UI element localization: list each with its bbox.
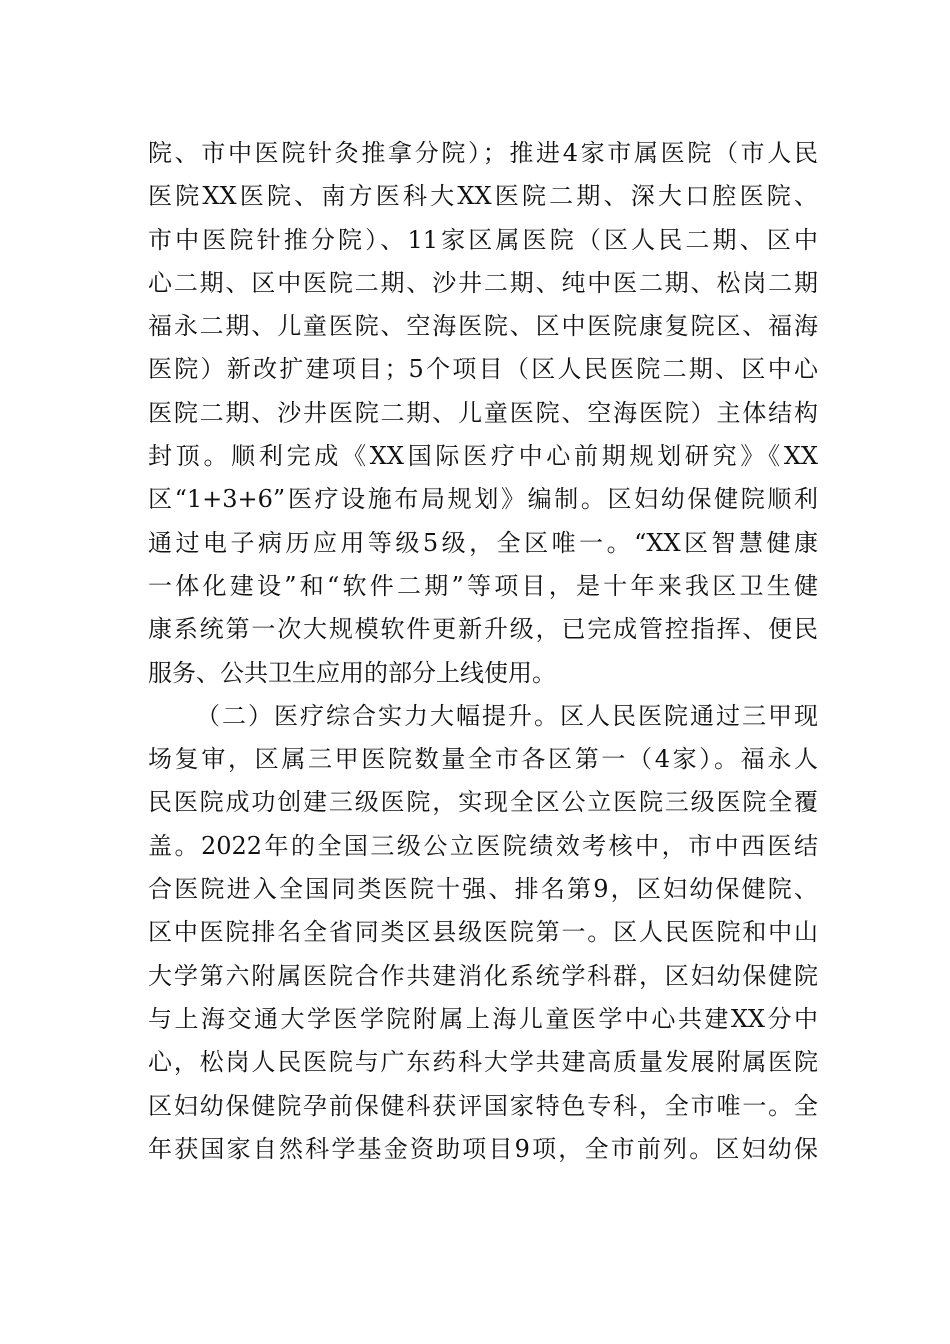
paragraph-1 — [148, 132, 818, 695]
text-line: 通过电子病历应用等级5级，全区唯一。“XX区智慧健康 — [148, 528, 818, 557]
text-line: 合医院进入全国同类医院十强、排名第9，区妇幼保健院、 — [148, 875, 818, 904]
text-line: 院、市中医院针灸推拿分院）；推进4家市属医院（市人民 — [148, 139, 818, 167]
text-line: 医院）新改扩建项目；5个项目（区人民医院二期、区中心 — [148, 355, 818, 384]
text-line: 封顶。顺利完成《XX国际医疗中心前期规划研究》《XX — [148, 442, 818, 471]
text-line: 区妇幼保健院孕前保健科获评国家特色专科，全市唯一。全 — [148, 1091, 818, 1120]
text-line: 康系统第一次大规模软件更新升级，已完成管控指挥、便民 — [148, 615, 818, 644]
document-body — [148, 132, 818, 1171]
text-line: 大学第六附属医院合作共建消化系统学科群，区妇幼保健院 — [148, 961, 818, 990]
text-line: 市中医院针推分院）、11家区属医院（区人民二期、区中 — [148, 225, 818, 254]
text-line: 服务、公共卫生应用的部分上线使用。 — [148, 658, 556, 687]
text-line: 医院二期、沙井医院二期、儿童医院、空海医院）主体结构 — [148, 398, 818, 427]
text-line: 年获国家自然科学基金资助项目9项，全市前列。区妇幼保 — [148, 1134, 818, 1163]
text-line: 福永二期、儿童医院、空海医院、区中医院康复院区、福海 — [148, 312, 818, 341]
text-line: 心，松岗人民医院与广东药科大学共建高质量发展附属医院 — [148, 1048, 818, 1077]
text-line: 与上海交通大学医学院附属上海儿童医学中心共建XX分中 — [148, 1004, 818, 1033]
text-line: 一体化建设”和“软件二期”等项目，是十年来我区卫生健 — [148, 571, 818, 600]
text-line: 医院XX医院、南方医科大XX医院二期、深大口腔医院、 — [148, 182, 818, 211]
text-line: 场复审，区属三甲医院数量全市各区第一（4家）。福永人 — [148, 745, 818, 774]
text-line: 民医院成功创建三级医院，实现全区公立医院三级医院全覆 — [148, 788, 818, 817]
paragraph-2 — [148, 695, 818, 1171]
section-heading-line: （二）医疗综合实力大幅提升。区人民医院通过三甲现 — [196, 701, 818, 730]
text-line: 盖。2022年的全国三级公立医院绩效考核中，市中西医结 — [148, 831, 818, 860]
text-line: 心二期、区中医院二期、沙井二期、纯中医二期、松岗二期 — [148, 268, 818, 297]
text-line: 区“1+3+6”医疗设施布局规划》编制。区妇幼保健院顺利 — [148, 485, 818, 514]
text-line: 区中医院排名全省同类区县级医院第一。区人民医院和中山 — [148, 918, 818, 947]
